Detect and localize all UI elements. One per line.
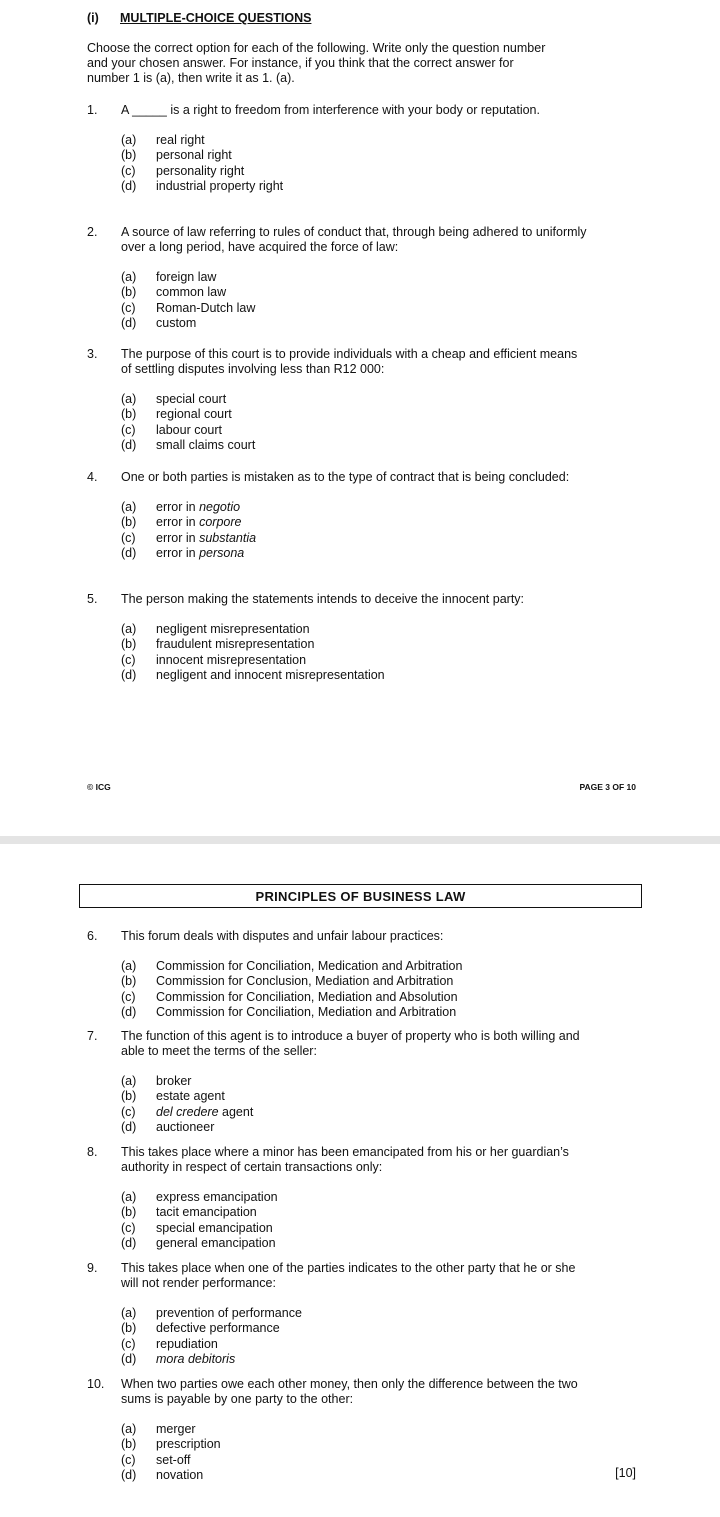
section-heading bbox=[87, 11, 311, 25]
option-text: general emancipation bbox=[156, 1235, 276, 1250]
option-letter: (a) bbox=[121, 392, 137, 406]
option-c bbox=[121, 653, 587, 668]
options-list bbox=[121, 500, 587, 561]
option-text: negligent misrepresentation bbox=[156, 622, 310, 636]
option-letter: (b) bbox=[121, 148, 137, 163]
question-text: This takes place when one of the parties indicates to the other party that he or she will not render performance: bbox=[121, 1261, 576, 1290]
option-a bbox=[121, 392, 587, 407]
option-text: Commission for Conciliation, Medication and Arbitration bbox=[156, 959, 463, 973]
option-c bbox=[121, 301, 587, 316]
option-text: foreign law bbox=[156, 270, 217, 284]
option-letter: (a) bbox=[121, 133, 137, 147]
question-3 bbox=[87, 347, 587, 453]
option-text-prefix: error in bbox=[156, 530, 200, 545]
option-text: real right bbox=[156, 133, 205, 147]
option-c bbox=[121, 1105, 587, 1120]
options-list bbox=[121, 1074, 587, 1135]
option-c bbox=[121, 1221, 587, 1236]
option-d bbox=[121, 1005, 587, 1020]
option-text: special emancipation bbox=[156, 1220, 273, 1235]
option-text: Commission for Conciliation, Mediation and Absolution bbox=[156, 989, 458, 1004]
option-letter: (b) bbox=[121, 1089, 137, 1104]
question-stem bbox=[87, 470, 587, 485]
options-list bbox=[121, 392, 587, 453]
option-text: fraudulent misrepresentation bbox=[156, 637, 315, 652]
question-stem bbox=[87, 1029, 587, 1059]
option-a bbox=[121, 1074, 587, 1089]
option-letter: (d) bbox=[121, 1235, 137, 1250]
question-9 bbox=[87, 1261, 587, 1367]
option-text: tacit emancipation bbox=[156, 1205, 257, 1220]
option-letter: (c) bbox=[121, 530, 136, 545]
option-letter: (c) bbox=[121, 652, 136, 667]
option-text-prefix: error in bbox=[156, 515, 200, 530]
option-a bbox=[121, 133, 587, 148]
running-header: PRINCIPLES OF BUSINESS LAW bbox=[79, 884, 642, 908]
option-letter: (a) bbox=[121, 1306, 137, 1320]
option-text bbox=[156, 531, 587, 546]
option-b bbox=[121, 637, 587, 652]
option-text: express emancipation bbox=[156, 1190, 278, 1204]
option-text: personality right bbox=[156, 163, 245, 178]
question-5 bbox=[87, 592, 587, 683]
question-stem bbox=[87, 592, 587, 607]
option-letter: (c) bbox=[121, 1104, 136, 1119]
option-letter: (a) bbox=[121, 622, 137, 636]
option-text: Commission for Conclusion, Mediation and Arbitration bbox=[156, 974, 454, 989]
option-letter: (d) bbox=[121, 667, 137, 682]
option-text: broker bbox=[156, 1074, 192, 1088]
options-list bbox=[121, 1306, 587, 1367]
option-letter: (a) bbox=[121, 1422, 137, 1436]
question-stem bbox=[87, 1145, 587, 1175]
option-d bbox=[121, 1352, 587, 1367]
option-c bbox=[121, 531, 587, 546]
option-text: Roman-Dutch law bbox=[156, 300, 256, 315]
question-number: 9. bbox=[87, 1261, 98, 1275]
option-a bbox=[121, 1306, 587, 1321]
option-text: special court bbox=[156, 392, 227, 406]
total-marks: [10] bbox=[615, 1466, 636, 1480]
option-text bbox=[156, 515, 587, 530]
option-c bbox=[121, 164, 587, 179]
question-text: The purpose of this court is to provide individuals with a cheap and efficient means of settling disputes involving less than R12 000: bbox=[121, 347, 578, 376]
question-text: The person making the statements intends to deceive the innocent party: bbox=[121, 592, 525, 606]
question-stem bbox=[87, 103, 587, 118]
option-letter: (d) bbox=[121, 1351, 137, 1366]
option-text: defective performance bbox=[156, 1321, 280, 1336]
option-letter: (d) bbox=[121, 1119, 137, 1134]
footer-copyright: © ICG bbox=[87, 782, 111, 792]
option-b bbox=[121, 1089, 587, 1104]
option-a bbox=[121, 622, 587, 637]
option-text: set-off bbox=[156, 1452, 191, 1467]
option-text: small claims court bbox=[156, 437, 256, 452]
option-letter: (c) bbox=[121, 1452, 136, 1467]
option-letter: (c) bbox=[121, 1220, 136, 1235]
question-number: 3. bbox=[87, 347, 98, 361]
option-letter: (d) bbox=[121, 1467, 137, 1482]
option-text: common law bbox=[156, 285, 227, 300]
option-b bbox=[121, 407, 587, 422]
option-letter: (a) bbox=[121, 1074, 137, 1088]
option-b bbox=[121, 285, 587, 300]
question-number: 1. bbox=[87, 103, 98, 117]
option-letter: (d) bbox=[121, 1004, 137, 1019]
options-list bbox=[121, 1190, 587, 1251]
option-b bbox=[121, 1437, 587, 1452]
question-text: This forum deals with disputes and unfair labour practices: bbox=[121, 929, 444, 943]
option-text-prefix: error in bbox=[156, 500, 200, 514]
option-a bbox=[121, 959, 587, 974]
option-text: repudiation bbox=[156, 1336, 218, 1351]
option-text: estate agent bbox=[156, 1089, 225, 1104]
option-text: custom bbox=[156, 315, 197, 330]
option-d bbox=[121, 316, 587, 331]
question-text: A source of law referring to rules of conduct that, through being adhered to uniformly over a long period, have acquired the force of law: bbox=[121, 225, 587, 254]
section-title: MULTIPLE-CHOICE QUESTIONS bbox=[120, 11, 312, 25]
option-b bbox=[121, 515, 587, 530]
option-text: Commission for Conciliation, Mediation and Arbitration bbox=[156, 1004, 457, 1019]
options-list bbox=[121, 270, 587, 331]
option-letter: (a) bbox=[121, 500, 137, 514]
option-c bbox=[121, 1337, 587, 1352]
question-text: A _____ is a right to freedom from interference with your body or reputation. bbox=[121, 103, 540, 117]
option-text-suffix: agent bbox=[218, 1104, 254, 1119]
question-number: 5. bbox=[87, 592, 98, 606]
option-text-italic: del credere bbox=[156, 1104, 219, 1119]
option-text: industrial property right bbox=[156, 178, 284, 193]
footer-page-number: PAGE 3 OF 10 bbox=[579, 782, 636, 792]
option-letter: (d) bbox=[121, 178, 137, 193]
option-text bbox=[156, 546, 587, 561]
option-letter: (b) bbox=[121, 637, 137, 652]
option-b bbox=[121, 1321, 587, 1336]
question-1 bbox=[87, 103, 587, 194]
question-number: 2. bbox=[87, 225, 98, 239]
page-separator bbox=[0, 836, 720, 844]
option-text: personal right bbox=[156, 148, 232, 163]
option-letter: (a) bbox=[121, 270, 137, 284]
instructions-text: Choose the correct option for each of the following. Write only the question number and your chosen answer. For instance, if you think that the correct answer for number 1 is (a), then write it as 1. (a). bbox=[87, 41, 546, 85]
option-letter: (c) bbox=[121, 989, 136, 1004]
option-letter: (d) bbox=[121, 437, 137, 452]
option-letter: (c) bbox=[121, 163, 136, 178]
section-number: (i) bbox=[87, 11, 99, 25]
question-number: 10. bbox=[87, 1377, 105, 1391]
option-letter: (b) bbox=[121, 515, 137, 530]
option-d bbox=[121, 438, 587, 453]
option-b bbox=[121, 974, 587, 989]
option-d bbox=[121, 1120, 587, 1135]
option-letter: (b) bbox=[121, 1205, 137, 1220]
page-4 bbox=[0, 844, 720, 1517]
option-text: merger bbox=[156, 1422, 196, 1436]
question-stem bbox=[87, 1377, 587, 1407]
option-a bbox=[121, 500, 587, 515]
option-text-italic: persona bbox=[199, 545, 245, 560]
option-letter: (d) bbox=[121, 545, 137, 560]
options-list bbox=[121, 133, 587, 194]
option-text: negligent and innocent misrepresentation bbox=[156, 667, 385, 682]
question-number: 7. bbox=[87, 1029, 98, 1043]
question-6 bbox=[87, 929, 587, 1020]
option-b bbox=[121, 148, 587, 163]
question-10 bbox=[87, 1377, 587, 1483]
option-d bbox=[121, 668, 587, 683]
option-text-italic: mora debitoris bbox=[156, 1351, 236, 1366]
option-text: novation bbox=[156, 1467, 204, 1482]
option-text: prescription bbox=[156, 1437, 221, 1452]
option-letter: (d) bbox=[121, 315, 137, 330]
option-c bbox=[121, 1453, 587, 1468]
question-2 bbox=[87, 225, 587, 331]
option-letter: (c) bbox=[121, 422, 136, 437]
option-letter: (b) bbox=[121, 974, 137, 989]
option-text-prefix: error in bbox=[156, 545, 200, 560]
option-letter: (a) bbox=[121, 1190, 137, 1204]
question-stem bbox=[87, 1261, 587, 1291]
option-d bbox=[121, 1236, 587, 1251]
question-number: 8. bbox=[87, 1145, 98, 1159]
option-text: auctioneer bbox=[156, 1119, 215, 1134]
option-letter: (c) bbox=[121, 300, 136, 315]
question-stem bbox=[87, 225, 587, 255]
question-7 bbox=[87, 1029, 587, 1135]
option-letter: (b) bbox=[121, 1437, 137, 1452]
question-text: One or both parties is mistaken as to the type of contract that is being concluded: bbox=[121, 470, 570, 484]
option-letter: (a) bbox=[121, 959, 137, 973]
options-list bbox=[121, 959, 587, 1020]
question-number: 4. bbox=[87, 470, 98, 484]
question-text: When two parties owe each other money, then only the difference between the two sums is payable by one party to the other: bbox=[121, 1377, 578, 1406]
question-4 bbox=[87, 470, 587, 561]
option-a bbox=[121, 270, 587, 285]
option-letter: (c) bbox=[121, 1336, 136, 1351]
option-text bbox=[156, 1352, 587, 1367]
option-text bbox=[156, 500, 587, 515]
option-letter: (b) bbox=[121, 285, 137, 300]
question-text: This takes place where a minor has been emancipated from his or her guardian’s authority in respect of certain transactions only: bbox=[121, 1145, 569, 1174]
option-text: regional court bbox=[156, 407, 232, 422]
option-b bbox=[121, 1205, 587, 1220]
option-letter: (b) bbox=[121, 1321, 137, 1336]
option-d bbox=[121, 546, 587, 561]
question-stem bbox=[87, 347, 587, 377]
option-d bbox=[121, 179, 587, 194]
option-a bbox=[121, 1422, 587, 1437]
question-8 bbox=[87, 1145, 587, 1251]
options-list bbox=[121, 622, 587, 683]
option-text-italic: corpore bbox=[199, 515, 242, 530]
question-number: 6. bbox=[87, 929, 98, 943]
question-text: The function of this agent is to introduce a buyer of property who is both willing and able to meet the terms of the seller: bbox=[121, 1029, 580, 1058]
option-text: labour court bbox=[156, 422, 223, 437]
option-c bbox=[121, 990, 587, 1005]
option-text bbox=[156, 1105, 587, 1120]
option-text: prevention of performance bbox=[156, 1306, 302, 1320]
option-c bbox=[121, 423, 587, 438]
option-letter: (b) bbox=[121, 407, 137, 422]
option-d bbox=[121, 1468, 587, 1483]
option-text: innocent misrepresentation bbox=[156, 652, 307, 667]
question-stem bbox=[87, 929, 587, 944]
options-list bbox=[121, 1422, 587, 1483]
option-text-italic: negotio bbox=[199, 500, 241, 514]
option-text-italic: substantia bbox=[199, 530, 257, 545]
option-a bbox=[121, 1190, 587, 1205]
